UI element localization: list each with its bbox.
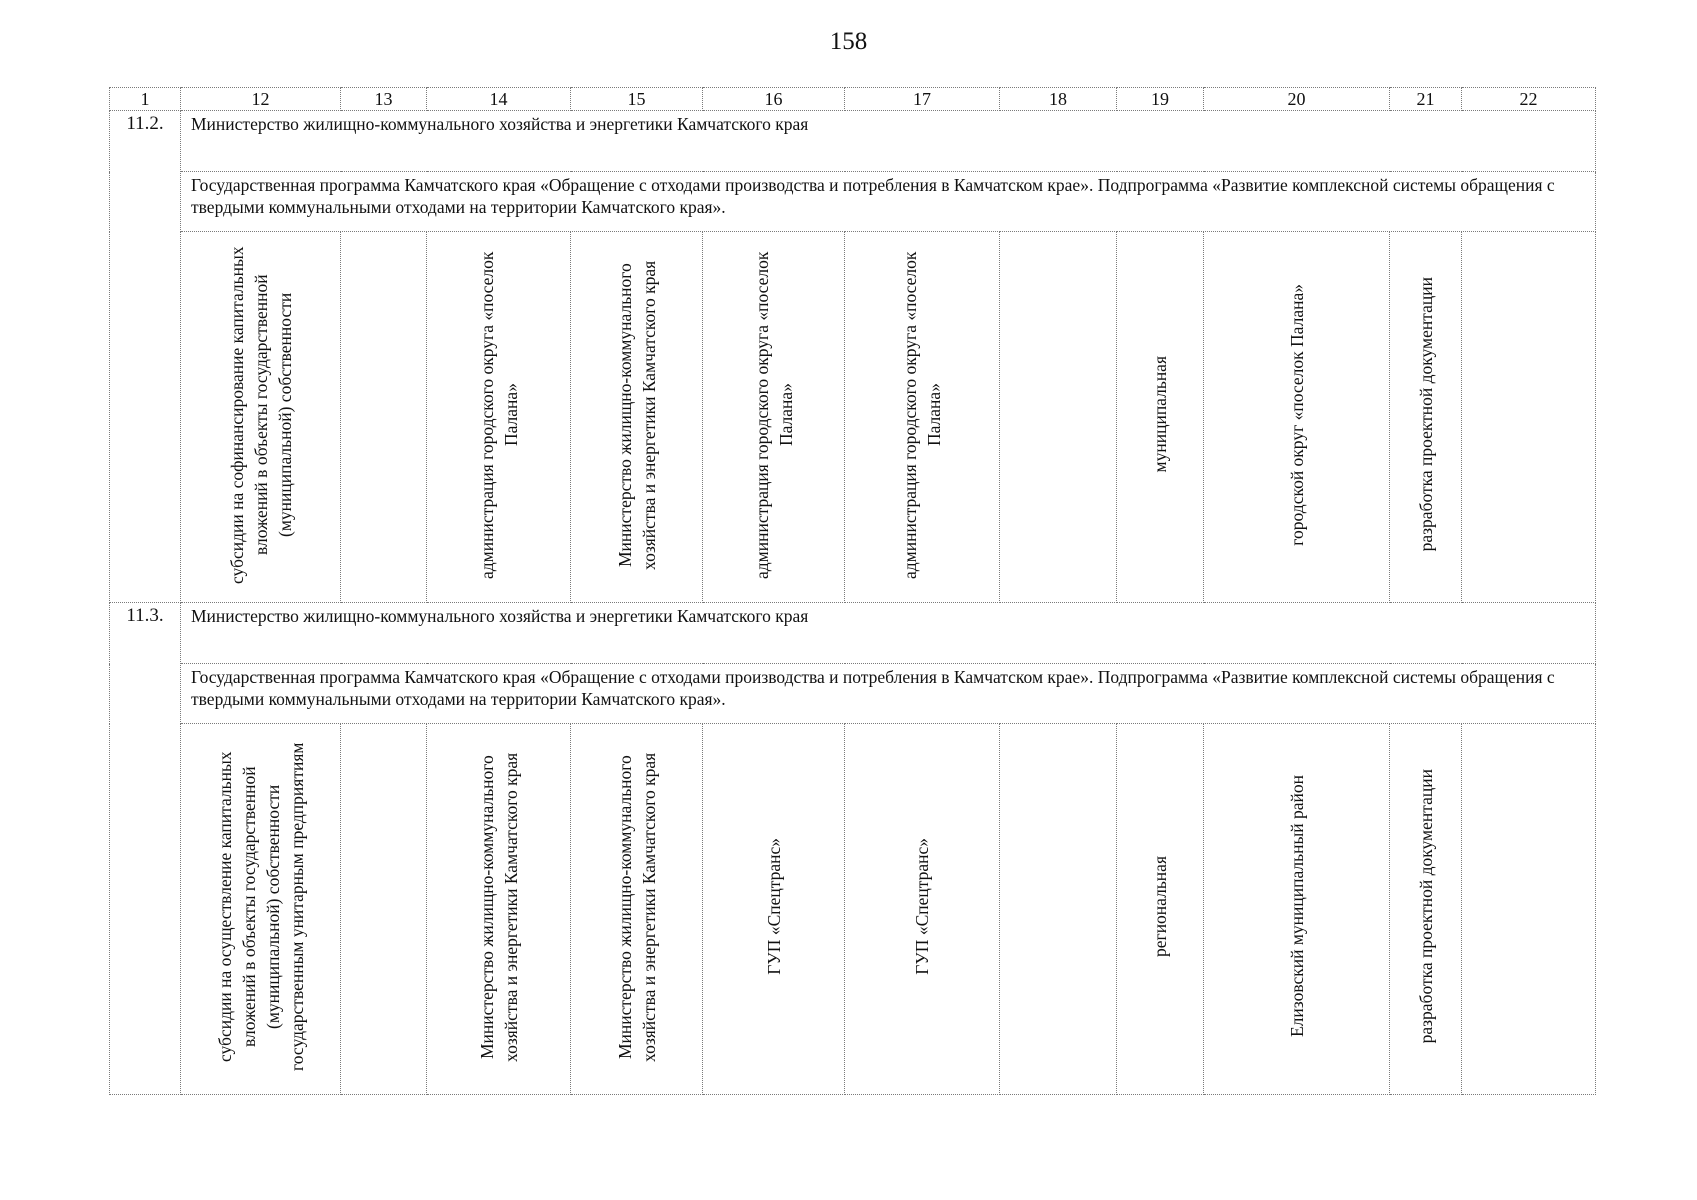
cell-text: разработка проектной документации	[1415, 277, 1436, 552]
cell-col-19	[1117, 232, 1204, 603]
cell-text: Елизовский муниципальный район	[1286, 775, 1307, 1038]
column-header: 21	[1390, 88, 1462, 111]
ministry-name: Министерство жилищно-коммунального хозяйства и энергетики Камчатского края	[181, 603, 1596, 664]
cell-text: региональная	[1150, 856, 1170, 957]
cell-text: муниципальная	[1150, 356, 1170, 473]
cell-text: ГУП «Спецтранс»	[763, 838, 784, 975]
cell-col-15	[571, 724, 703, 1095]
ministry-row	[110, 603, 1596, 664]
row-number: 11.3.	[110, 603, 181, 1095]
data-table	[109, 87, 1596, 1095]
cell-text: субсидии на осуществление капитальных вложений в объекты государственной (муниципальной) собственности государственным унитарным предприятиям	[214, 742, 307, 1071]
data-row	[110, 232, 1596, 603]
ministry-row	[110, 111, 1596, 172]
cell-col-14	[427, 232, 571, 603]
ministry-name: Министерство жилищно-коммунального хозяйства и энергетики Камчатского края	[181, 111, 1596, 172]
cell-col-17	[845, 724, 1000, 1095]
cell-col-17	[845, 232, 1000, 603]
cell-col-20	[1204, 724, 1390, 1095]
cell-col-16	[703, 724, 845, 1095]
program-name: Государственная программа Камчатского края «Обращение с отходами производства и потребления в Камчатском крае». Подпрограмма «Развитие комплексной системы обращения с твердыми коммунальными отходами на территории Камчатского края».	[181, 664, 1596, 724]
column-header: 19	[1117, 88, 1204, 111]
cell-col-22	[1462, 232, 1596, 603]
cell-col-14	[427, 724, 571, 1095]
cell-text: администрация городского округа «поселок Палана»	[751, 250, 796, 579]
cell-text: разработка проектной документации	[1415, 769, 1436, 1044]
program-row	[110, 664, 1596, 724]
column-header: 22	[1462, 88, 1596, 111]
program-name: Государственная программа Камчатского края «Обращение с отходами производства и потребления в Камчатском крае». Подпрограмма «Развитие комплексной системы обращения с твердыми коммунальными отходами на территории Камчатского края».	[181, 172, 1596, 232]
cell-col-22	[1462, 724, 1596, 1095]
cell-text: Министерство жилищно-коммунального хозяйства и энергетики Камчатского края	[476, 751, 521, 1062]
column-header: 16	[703, 88, 845, 111]
page-number: 158	[829, 28, 868, 55]
cell-col-12	[181, 724, 341, 1095]
data-row	[110, 724, 1596, 1095]
column-header: 18	[1000, 88, 1117, 111]
cell-col-19	[1117, 724, 1204, 1095]
cell-text: администрация городского округа «поселок Палана»	[476, 250, 521, 579]
column-number-row	[110, 88, 1596, 111]
cell-col-13	[341, 724, 427, 1095]
cell-col-18	[1000, 724, 1117, 1095]
cell-text: городской округ «поселок Палана»	[1286, 283, 1307, 546]
column-header: 20	[1204, 88, 1390, 111]
cell-col-20	[1204, 232, 1390, 603]
cell-text: субсидии на софинансирование капитальных вложений в объекты государственной (муниципальной) собственности	[226, 245, 295, 584]
cell-text: Министерство жилищно-коммунального хозяйства и энергетики Камчатского края	[614, 751, 659, 1062]
cell-col-21	[1390, 232, 1462, 603]
program-row	[110, 172, 1596, 232]
cell-col-13	[341, 232, 427, 603]
row-number: 11.2.	[110, 111, 181, 603]
cell-text: Министерство жилищно-коммунального хозяйства и энергетики Камчатского края	[614, 259, 659, 570]
column-header: 13	[341, 88, 427, 111]
cell-col-15	[571, 232, 703, 603]
column-header: 14	[427, 88, 571, 111]
cell-text: ГУП «Спецтранс»	[912, 838, 932, 975]
column-header: 1	[110, 88, 181, 111]
cell-col-16	[703, 232, 845, 603]
cell-text: администрация городского округа «поселок Палана»	[900, 250, 944, 579]
cell-col-21	[1390, 724, 1462, 1095]
column-header: 17	[845, 88, 1000, 111]
column-header: 15	[571, 88, 703, 111]
cell-col-18	[1000, 232, 1117, 603]
column-header: 12	[181, 88, 341, 111]
cell-col-12	[181, 232, 341, 603]
